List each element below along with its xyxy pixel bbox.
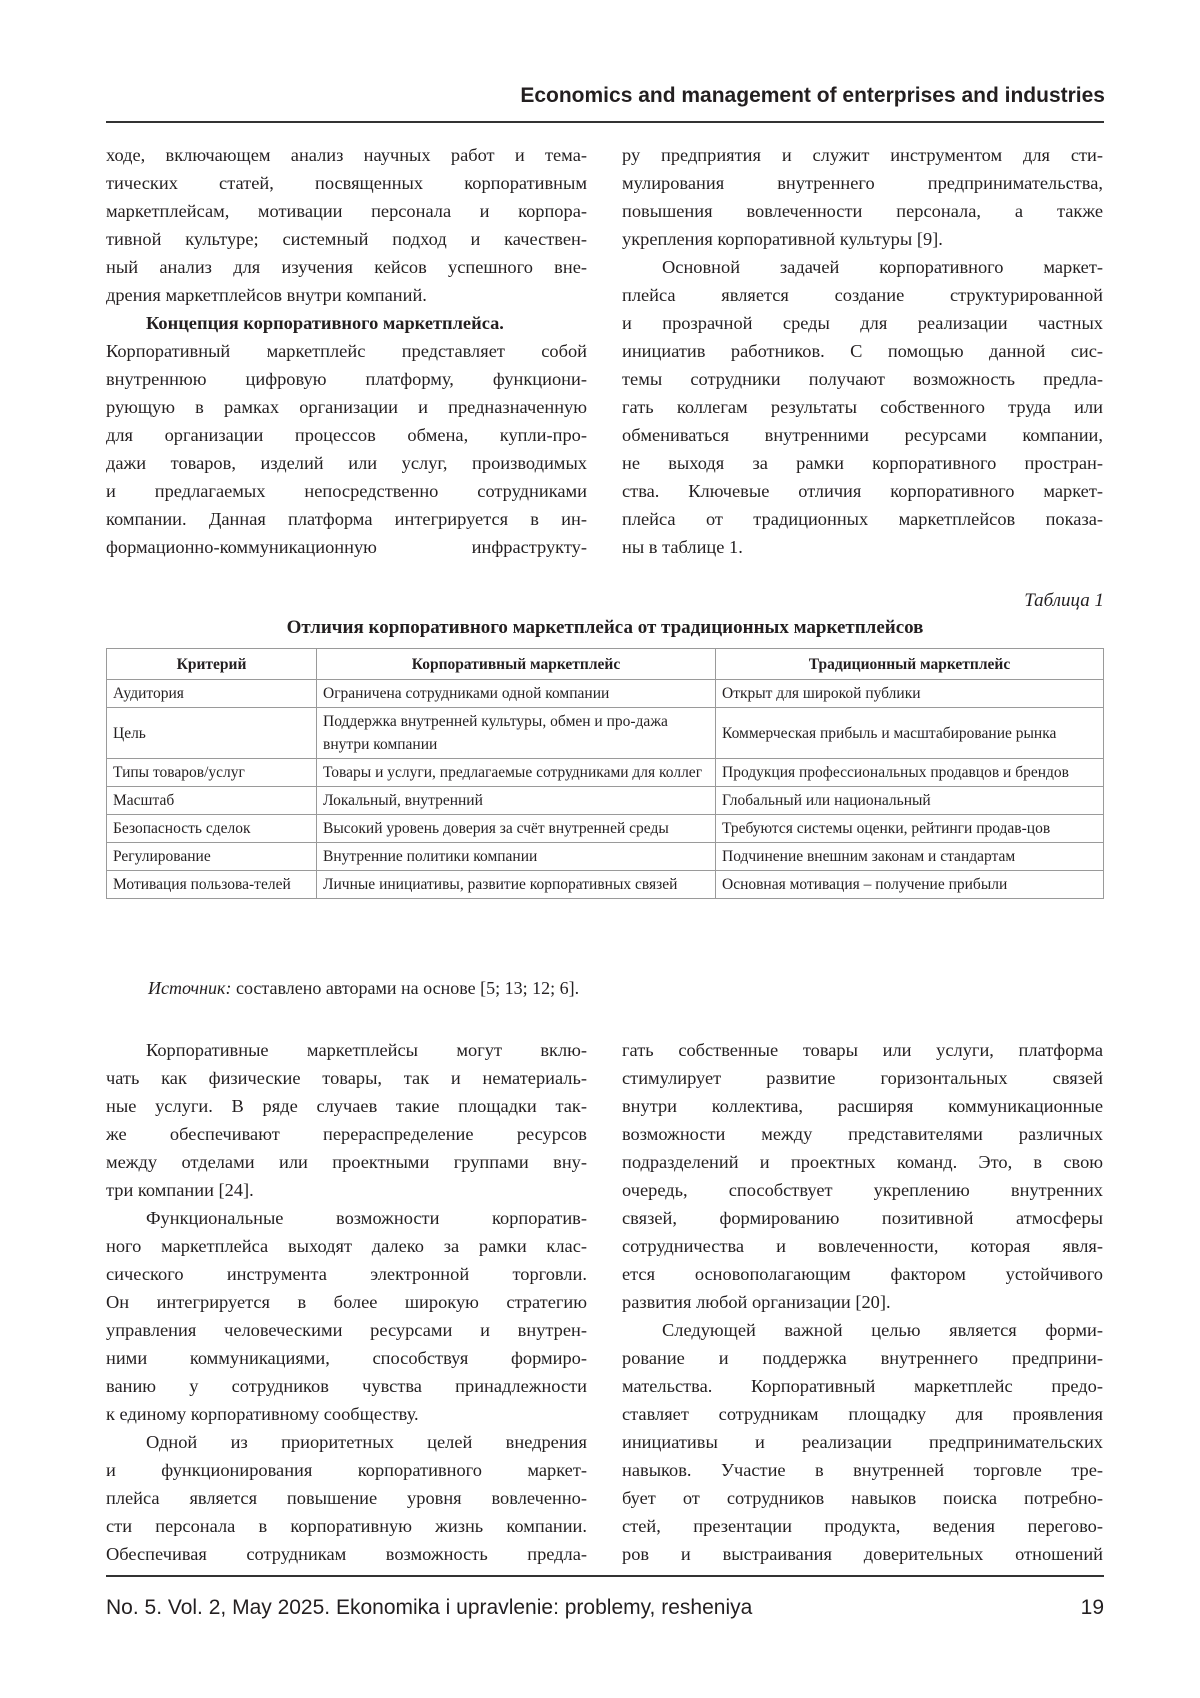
text-line: формационно-коммуникационную инфраструкту- <box>106 533 587 561</box>
table-cell: Личные инициативы, развитие корпоративных связей <box>317 871 716 899</box>
text-line: тивной культуре; системный подход и качествен- <box>106 225 587 253</box>
text-line: сти персонала в корпоративную жизнь компании. <box>106 1512 587 1540</box>
text-line: чать как физические товары, так и нематериаль- <box>106 1064 587 1092</box>
table-cell: Регулирование <box>107 843 317 871</box>
text-line: ру предприятия и служит инструментом для сти- <box>622 141 1103 169</box>
column-bottom-left <box>106 1036 587 1568</box>
table-row <box>107 759 1104 787</box>
text-line: ства. Ключевые отличия корпоративного маркет- <box>622 477 1103 505</box>
table-cell: Аудитория <box>107 680 317 708</box>
table-cell: Основная мотивация – получение прибыли <box>716 871 1104 899</box>
text-line: ные услуги. В ряде случаев такие площадки так- <box>106 1092 587 1120</box>
table-cell: Поддержка внутренней культуры, обмен и про-дажа внутри компании <box>317 708 716 759</box>
page-number: 19 <box>1081 1596 1104 1620</box>
column-top-right <box>622 141 1103 561</box>
text-line: плейса является создание структурированной <box>622 281 1103 309</box>
table-cell: Мотивация пользова-телей <box>107 871 317 899</box>
text-line: управления человеческими ресурсами и внутрен- <box>106 1316 587 1344</box>
text-line: гать коллегам результаты собственного труда или <box>622 393 1103 421</box>
table-row <box>107 815 1104 843</box>
text-line: для организации процессов обмена, купли-про- <box>106 421 587 449</box>
table-cell: Глобальный или национальный <box>716 787 1104 815</box>
journal-citation: No. 5. Vol. 2, May 2025. Ekonomika i upravlenie: problemy, resheniya <box>106 1596 752 1620</box>
table-cell: Типы товаров/услуг <box>107 759 317 787</box>
text-line: подразделений и проектных команд. Это, в свою <box>622 1148 1103 1176</box>
text-line: ванию у сотрудников чувства принадлежности <box>106 1372 587 1400</box>
header-rule <box>106 121 1104 123</box>
text-line: ного маркетплейса выходят далеко за рамки клас- <box>106 1232 587 1260</box>
column-header: Корпоративный маркетплейс <box>317 649 716 680</box>
text-line: и прозрачной среды для реализации частных <box>622 309 1103 337</box>
text-line: тических статей, посвященных корпоративным <box>106 169 587 197</box>
table-row <box>107 871 1104 899</box>
text-line: рование и поддержка внутреннего предприни- <box>622 1344 1103 1372</box>
text-line: гать собственные товары или услуги, платформа <box>622 1036 1103 1064</box>
text-line: ны в таблице 1. <box>622 533 1103 561</box>
text-line: развития любой организации [20]. <box>622 1288 1103 1316</box>
text-line: компании. Данная платформа интегрируется в ин- <box>106 505 587 533</box>
table-cell: Ограничена сотрудниками одной компании <box>317 680 716 708</box>
table-cell: Товары и услуги, предлагаемые сотрудниками для коллег <box>317 759 716 787</box>
text-line: ходе, включающем анализ научных работ и тема- <box>106 141 587 169</box>
table-row <box>107 680 1104 708</box>
text-line: внутри коллектива, расширяя коммуникационные <box>622 1092 1103 1120</box>
table-cell: Внутренние политики компании <box>317 843 716 871</box>
text-line: ный анализ для изучения кейсов успешного вне- <box>106 253 587 281</box>
text-line: сического инструмента электронной торговли. <box>106 1260 587 1288</box>
text-line: и предлагаемых непосредственно сотрудниками <box>106 477 587 505</box>
text-line: Корпоративный маркетплейс представляет собой <box>106 337 587 365</box>
table-label: Таблица 1 <box>1024 590 1104 612</box>
text-line: к единому корпоративному сообществу. <box>106 1400 587 1428</box>
footer <box>106 1596 1104 1620</box>
table-title: Отличия корпоративного маркетплейса от традиционных маркетплейсов <box>106 617 1104 639</box>
table-source <box>148 978 579 999</box>
text-line: мательства. Корпоративный маркетплейс предо- <box>622 1372 1103 1400</box>
running-header: Economics and management of enterprises and industries <box>520 84 1105 108</box>
text-line: дажи товаров, изделий или услуг, производимых <box>106 449 587 477</box>
text-line: между отделами или проектными группами вну- <box>106 1148 587 1176</box>
text-line: связей, формированию позитивной атмосферы <box>622 1204 1103 1232</box>
text-line: сотрудничества и вовлеченности, которая явля- <box>622 1232 1103 1260</box>
text-line: повышения вовлеченности персонала, а также <box>622 197 1103 225</box>
table-row <box>107 843 1104 871</box>
section-heading: Концепция корпоративного маркетплейса. <box>106 309 587 337</box>
text-line: три компании [24]. <box>106 1176 587 1204</box>
text-line: инициативы и реализации предпринимательских <box>622 1428 1103 1456</box>
text-line: темы сотрудники получают возможность предла- <box>622 365 1103 393</box>
text-line: Корпоративные маркетплейсы могут вклю- <box>106 1036 587 1064</box>
text-line: навыков. Участие в внутренней торговле тре- <box>622 1456 1103 1484</box>
text-line: Основной задачей корпоративного маркет- <box>622 253 1103 281</box>
text-line: бует от сотрудников навыков поиска потребно- <box>622 1484 1103 1512</box>
column-header: Традиционный маркетплейс <box>716 649 1104 680</box>
column-header: Критерий <box>107 649 317 680</box>
text-line: Функциональные возможности корпоратив- <box>106 1204 587 1232</box>
text-line: ставляет сотрудникам площадку для проявления <box>622 1400 1103 1428</box>
column-top-left <box>106 141 587 561</box>
text-line: и функционирования корпоративного маркет- <box>106 1456 587 1484</box>
table-cell: Локальный, внутренний <box>317 787 716 815</box>
text-line: ется основополагающим фактором устойчивого <box>622 1260 1103 1288</box>
text-line: обмениваться внутренними ресурсами компании, <box>622 421 1103 449</box>
text-line: не выходя за рамки корпоративного простран- <box>622 449 1103 477</box>
table-cell: Безопасность сделок <box>107 815 317 843</box>
table-cell: Высокий уровень доверия за счёт внутренней среды <box>317 815 716 843</box>
text-line: ров и выстраивания доверительных отношений <box>622 1540 1103 1568</box>
text-line: укрепления корпоративной культуры [9]. <box>622 225 1103 253</box>
table-cell: Масштаб <box>107 787 317 815</box>
table-row <box>107 787 1104 815</box>
table-cell: Требуются системы оценки, рейтинги продав-цов <box>716 815 1104 843</box>
table-cell: Открыт для широкой публики <box>716 680 1104 708</box>
text-line: ними коммуникациями, способствуя формиро- <box>106 1344 587 1372</box>
source-text: составлено авторами на основе [5; 13; 12; 6]. <box>231 978 579 998</box>
table-row <box>107 708 1104 759</box>
table-cell: Подчинение внешним законам и стандартам <box>716 843 1104 871</box>
text-line: Обеспечивая сотрудникам возможность предла- <box>106 1540 587 1568</box>
text-line: стей, презентации продукта, ведения перегово- <box>622 1512 1103 1540</box>
text-line: мулирования внутреннего предпринимательства, <box>622 169 1103 197</box>
comparison-table <box>106 648 1104 899</box>
table-cell: Коммерческая прибыль и масштабирование рынка <box>716 708 1104 759</box>
text-line: Следующей важной целью является форми- <box>622 1316 1103 1344</box>
text-line: Одной из приоритетных целей внедрения <box>106 1428 587 1456</box>
table-header-row <box>107 649 1104 680</box>
column-bottom-right <box>622 1036 1103 1568</box>
text-line: стимулирует развитие горизонтальных связей <box>622 1064 1103 1092</box>
text-line: рующую в рамках организации и предназначенную <box>106 393 587 421</box>
text-line: плейса от традиционных маркетплейсов показа- <box>622 505 1103 533</box>
text-line: инициатив работников. С помощью данной сис- <box>622 337 1103 365</box>
text-line: очередь, способствует укреплению внутренних <box>622 1176 1103 1204</box>
text-line: плейса является повышение уровня вовлеченно- <box>106 1484 587 1512</box>
text-line: дрения маркетплейсов внутри компаний. <box>106 281 587 309</box>
text-line: Он интегрируется в более широкую стратегию <box>106 1288 587 1316</box>
table-cell: Цель <box>107 708 317 759</box>
footer-rule <box>106 1575 1104 1577</box>
text-line: внутреннюю цифровую платформу, функциони- <box>106 365 587 393</box>
source-label: Источник: <box>148 978 231 998</box>
text-line: же обеспечивают перераспределение ресурсов <box>106 1120 587 1148</box>
text-line: возможности между представителями различных <box>622 1120 1103 1148</box>
table-cell: Продукция профессиональных продавцов и брендов <box>716 759 1104 787</box>
text-line: маркетплейсам, мотивации персонала и корпора- <box>106 197 587 225</box>
